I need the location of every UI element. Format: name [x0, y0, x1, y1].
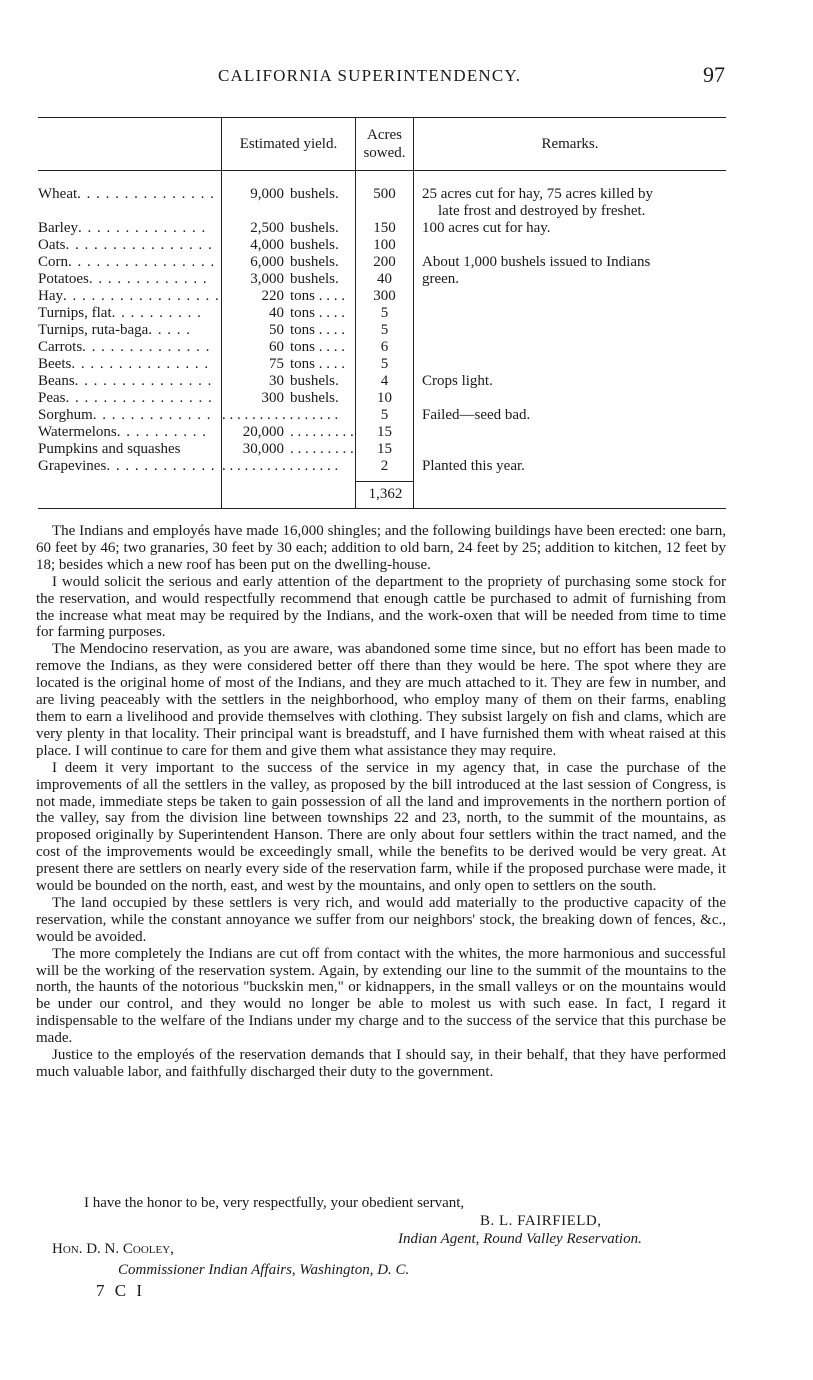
yield-quantity: . . . . . . . . . . . . . . . . — [222, 407, 339, 423]
acres-cell: 5 — [356, 356, 414, 373]
yield-quantity: 220 — [261, 288, 284, 304]
yield-cell — [222, 356, 356, 373]
crop-name: Hay — [38, 288, 63, 304]
yield-unit: bushels. — [290, 390, 339, 406]
crop-name: Corn — [38, 254, 68, 270]
table-row — [38, 220, 726, 237]
leader-dots: . . . . . . . . . . — [116, 424, 208, 440]
remark-line: Crops light. — [422, 373, 493, 389]
table-row — [38, 424, 726, 441]
running-title: CALIFORNIA SUPERINTENDENCY. — [218, 66, 522, 85]
leader-dots: . . . . . . . . . . . . . — [88, 271, 208, 287]
crop-cell — [38, 356, 222, 373]
table-row — [38, 288, 726, 305]
remarks-cell — [414, 254, 727, 271]
table-row — [38, 186, 726, 220]
yield-cell — [222, 288, 356, 305]
yield-cell — [222, 339, 356, 356]
yield-unit: . . . . . . . . . — [290, 424, 354, 440]
leader-dots: . . . . . . . . . . . . . . — [77, 220, 207, 236]
leader-dots: . . . . . . . . . . — [111, 305, 202, 321]
yield-cell — [222, 424, 356, 441]
remarks-cell — [414, 356, 727, 373]
remark-line: 25 acres cut for hay, 75 acres killed by — [422, 186, 654, 202]
body-paragraph: The Indians and employés have made 16,000 shingles; and the following buildings have been erected: one barn, 60 feet by 46; two granaries, 30 feet by 30 each; addition to old barn, 24 feet by 25; addition to kitchen, 12 feet by 18; besides which a new roof has been put on the dwelling-house. — [36, 523, 726, 573]
yield-cell — [222, 322, 356, 339]
yield-cell — [222, 237, 356, 254]
yield-quantity: 300 — [261, 390, 284, 406]
yield-quantity: . . . . . . . . . . . . . . . . — [222, 458, 339, 474]
crop-cell — [38, 254, 222, 271]
addressee-block — [52, 1239, 409, 1281]
crop-name: Watermelons — [38, 424, 117, 440]
crop-name: Beets — [38, 356, 72, 372]
addressee-title: Commissioner Indian Affairs, Washington, D. C. — [118, 1262, 410, 1278]
table-row — [38, 271, 726, 288]
table-row — [38, 339, 726, 356]
yield-quantity: 75 — [269, 356, 284, 372]
body-paragraph: The land occupied by these settlers is very rich, and would add materially to the productive capacity of the reservation, while the constant annoyance we suffer from our neighbors' stock, the breaking down of fences, &c., would be avoided. — [36, 894, 726, 945]
total-acres: 1,362 — [356, 481, 414, 508]
acres-header-line2: sowed. — [363, 145, 406, 161]
yield-quantity: 4,000 — [250, 237, 284, 253]
remark-line: green. — [422, 271, 460, 287]
remark-line: Planted this year. — [422, 458, 525, 474]
crop-name: Oats — [38, 237, 66, 253]
yield-quantity: 3,000 — [250, 271, 284, 287]
crop-name: Turnips, ruta-baga — [38, 322, 149, 338]
crop-name: Pumpkins and squashes — [38, 441, 181, 457]
letter-body — [36, 523, 726, 1081]
acres-cell: 6 — [356, 339, 414, 356]
acres-cell: 15 — [356, 441, 414, 458]
body-paragraph: The more completely the Indians are cut off from contact with the whites, the more harmonious and successful will be the working of the reservation system. Again, by extending our line to the summit of the mountains to the north, the haunts of the notorious "buckskin men," or kidnappers, in the small valleys or on the mountains would be under our control, and they would no longer be able to molest us with such ease. In fact, I regard it indispensable to the welfare of the Indians under my charge and to the success of the service that this purchase be made. — [36, 945, 726, 1047]
leader-dots: . . . . . . . . . . . . — [106, 458, 216, 474]
signatory-title: Indian Agent, Round Valley Reservation. — [398, 1231, 642, 1247]
table-row — [38, 305, 726, 322]
yield-unit: tons . . . . — [290, 305, 346, 321]
acres-column-header — [356, 118, 414, 171]
yield-cell — [222, 271, 356, 288]
remarks-cell — [414, 424, 727, 441]
addressee-name: Hon. D. N. Cooley, — [52, 1241, 174, 1257]
crop-cell — [38, 322, 222, 339]
yield-quantity: 50 — [269, 322, 284, 338]
printer-signature-mark: 7 C I — [96, 1281, 145, 1300]
crop-cell — [38, 390, 222, 407]
leader-dots: . . . . . . . . . . . . . . . — [77, 186, 215, 202]
yield-quantity: 9,000 — [250, 186, 284, 202]
crop-name: Beans — [38, 373, 75, 389]
leader-dots: . . . . . . . . . . . . . . . . . — [63, 288, 220, 304]
remarks-cell — [414, 322, 727, 339]
remarks-cell — [414, 271, 727, 288]
table-row — [38, 373, 726, 390]
yield-unit: tons . . . . — [290, 356, 346, 372]
yield-cell — [222, 441, 356, 458]
crop-cell — [38, 339, 222, 356]
yield-unit: . . . . . . . . . — [290, 441, 354, 457]
yield-unit: tons . . . . — [290, 322, 346, 338]
yield-cell — [222, 407, 356, 424]
signatory-name: B. L. FAIRFIELD, — [480, 1213, 602, 1229]
crop-cell — [38, 237, 222, 254]
crop-cell — [38, 441, 222, 458]
acres-cell: 2 — [356, 458, 414, 475]
table-spacer — [38, 171, 726, 187]
yield-cell — [222, 305, 356, 322]
leader-dots: . . . . . . . . . . . . . . . . — [68, 254, 216, 270]
crop-cell — [38, 288, 222, 305]
crop-cell — [38, 407, 222, 424]
acres-cell: 5 — [356, 407, 414, 424]
yield-unit: bushels. — [290, 271, 339, 287]
crop-name: Barley — [38, 220, 78, 236]
yield-unit: bushels. — [290, 254, 339, 270]
crop-name: Potatoes — [38, 271, 89, 287]
remarks-cell — [414, 220, 727, 237]
yield-unit: tons . . . . — [290, 339, 346, 355]
crop-name: Peas — [38, 390, 66, 406]
body-paragraph: I would solicit the serious and early attention of the department to the propriety of purchasing some stock for the reservation, and would respectfully recommend that enough cattle be purchased to admit of furnishing from the increase what meat may be required by the Indians, and the work-oxen that will be needed from time to time for farming purposes. — [36, 573, 726, 641]
yield-quantity: 2,500 — [250, 220, 284, 236]
crop-cell — [38, 271, 222, 288]
yield-unit: bushels. — [290, 186, 339, 202]
remarks-cell — [414, 407, 727, 424]
crop-name: Wheat — [38, 186, 78, 202]
body-paragraph: The Mendocino reservation, as you are aware, was abandoned some time since, but no effort has been made to remove the Indians, as they were considered better off there than they would be here. The spot where they are located is the original home of most of the Indians, and they are much attached to it. They are few in number, and are living peaceably with the settlers in the neighborhood, who employ many of them on their farms, enabling them to earn a livelihood and provide themselves with clothing. They subsist largely on fish and clams, which are very plenty in that locality. Their principal want is breadstuff, and I have furnished them with wheat raised at this place. I will continue to care for them and give them what assistance they may require. — [36, 641, 726, 759]
acres-cell: 40 — [356, 271, 414, 288]
table-row — [38, 407, 726, 424]
yield-cell — [222, 373, 356, 390]
crop-name: Sorghum — [38, 407, 93, 423]
yield-column-header: Estimated yield. — [222, 118, 356, 171]
remarks-cell — [414, 458, 727, 475]
acres-cell: 150 — [356, 220, 414, 237]
crop-name: Carrots — [38, 339, 83, 355]
crop-name: Grapevines — [38, 458, 107, 474]
yield-cell — [222, 186, 356, 220]
remark-line: Failed—seed bad. — [422, 407, 531, 423]
crop-cell — [38, 458, 222, 475]
body-paragraph: Justice to the employés of the reservation demands that I should say, in their behalf, that they have performed much valuable labor, and faithfully discharged their duty to the government. — [36, 1047, 726, 1080]
page-number: 97 — [703, 62, 725, 87]
remarks-cell — [414, 288, 727, 305]
yield-quantity: 30 — [269, 373, 284, 389]
leader-dots: . . . . . . . . . . . . . . . — [74, 373, 213, 389]
acres-cell: 4 — [356, 373, 414, 390]
page-header — [38, 62, 725, 92]
table-header-row — [38, 118, 726, 171]
acres-cell: 5 — [356, 322, 414, 339]
crop-cell — [38, 220, 222, 237]
acres-cell: 15 — [356, 424, 414, 441]
acres-cell: 300 — [356, 288, 414, 305]
acres-header-line1: Acres — [367, 127, 402, 143]
leader-dots: . . . . . . . . . . . . . . — [82, 339, 211, 355]
remarks-cell — [414, 390, 727, 407]
remarks-cell — [414, 305, 727, 322]
yield-unit: bushels. — [290, 373, 339, 389]
yield-unit: bushels. — [290, 220, 339, 236]
remark-line-continued: late frost and destroyed by freshet. — [438, 203, 646, 219]
remark-line: 100 acres cut for hay. — [422, 220, 551, 236]
remark-line: About 1,000 bushels issued to Indians — [422, 254, 651, 270]
body-paragraph: I deem it very important to the success of the service in my agency that, in case the purchase of the improvements of all the settlers in the valley, as proposed by the bill introduced at the last session of Congress, is not made, immediate steps be taken to gain possession of all the land and improvements in the northern portion of the valley, say from the division line between townships 22 and 23, north, to the summit of the mountains, as proposed originally by Superintendent Hanson. There are only about four settlers within the tract named, and the cost of the improvements would be exceedingly small, while the benefits to be derived would be very great. At present there are settlers on nearly every side of the reservation farm, while if the proposed purchase were made, it would be bounded on the north, east, and west by the mountains, and only open to settlers on the south. — [36, 759, 726, 895]
yield-quantity: 6,000 — [250, 254, 284, 270]
yield-cell — [222, 458, 356, 475]
yield-quantity: 20,000 — [242, 424, 284, 440]
table-row — [38, 458, 726, 475]
table-row — [38, 356, 726, 373]
table-row — [38, 322, 726, 339]
table-row — [38, 441, 726, 458]
crop-name: Turnips, flat — [38, 305, 112, 321]
yield-table — [38, 117, 726, 509]
acres-cell: 100 — [356, 237, 414, 254]
remarks-cell — [414, 373, 727, 390]
leader-dots: . . . . . . . . . . . . . . . . — [65, 390, 213, 406]
table-row — [38, 237, 726, 254]
remarks-cell — [414, 186, 727, 220]
crop-cell — [38, 305, 222, 322]
yield-cell — [222, 220, 356, 237]
remarks-cell — [414, 339, 727, 356]
table-row — [38, 254, 726, 271]
remarks-cell — [414, 237, 727, 254]
leader-dots: . . . . . — [148, 322, 192, 338]
yield-quantity: 40 — [269, 305, 284, 321]
yield-quantity: 30,000 — [242, 441, 284, 457]
total-row — [38, 481, 726, 508]
acres-cell: 500 — [356, 186, 414, 220]
table-row — [38, 390, 726, 407]
acres-cell: 200 — [356, 254, 414, 271]
closing-line: I have the honor to be, very respectfully, your obedient servant, — [84, 1195, 465, 1211]
crop-cell — [38, 186, 222, 220]
yield-cell — [222, 254, 356, 271]
acres-cell: 10 — [356, 390, 414, 407]
crop-column-header — [38, 118, 222, 171]
yield-unit: bushels. — [290, 237, 339, 253]
yield-unit: tons . . . . — [290, 288, 346, 304]
leader-dots: . . . . . . . . . . . . . — [92, 407, 212, 423]
leader-dots: . . . . . . . . . . . . . . . — [71, 356, 210, 372]
crop-cell — [38, 424, 222, 441]
acres-cell: 5 — [356, 305, 414, 322]
crop-cell — [38, 373, 222, 390]
yield-cell — [222, 390, 356, 407]
remarks-cell — [414, 441, 727, 458]
yield-quantity: 60 — [269, 339, 284, 355]
remarks-column-header: Remarks. — [414, 118, 727, 171]
leader-dots: . . . . . . . . . . . . . . . . — [65, 237, 213, 253]
